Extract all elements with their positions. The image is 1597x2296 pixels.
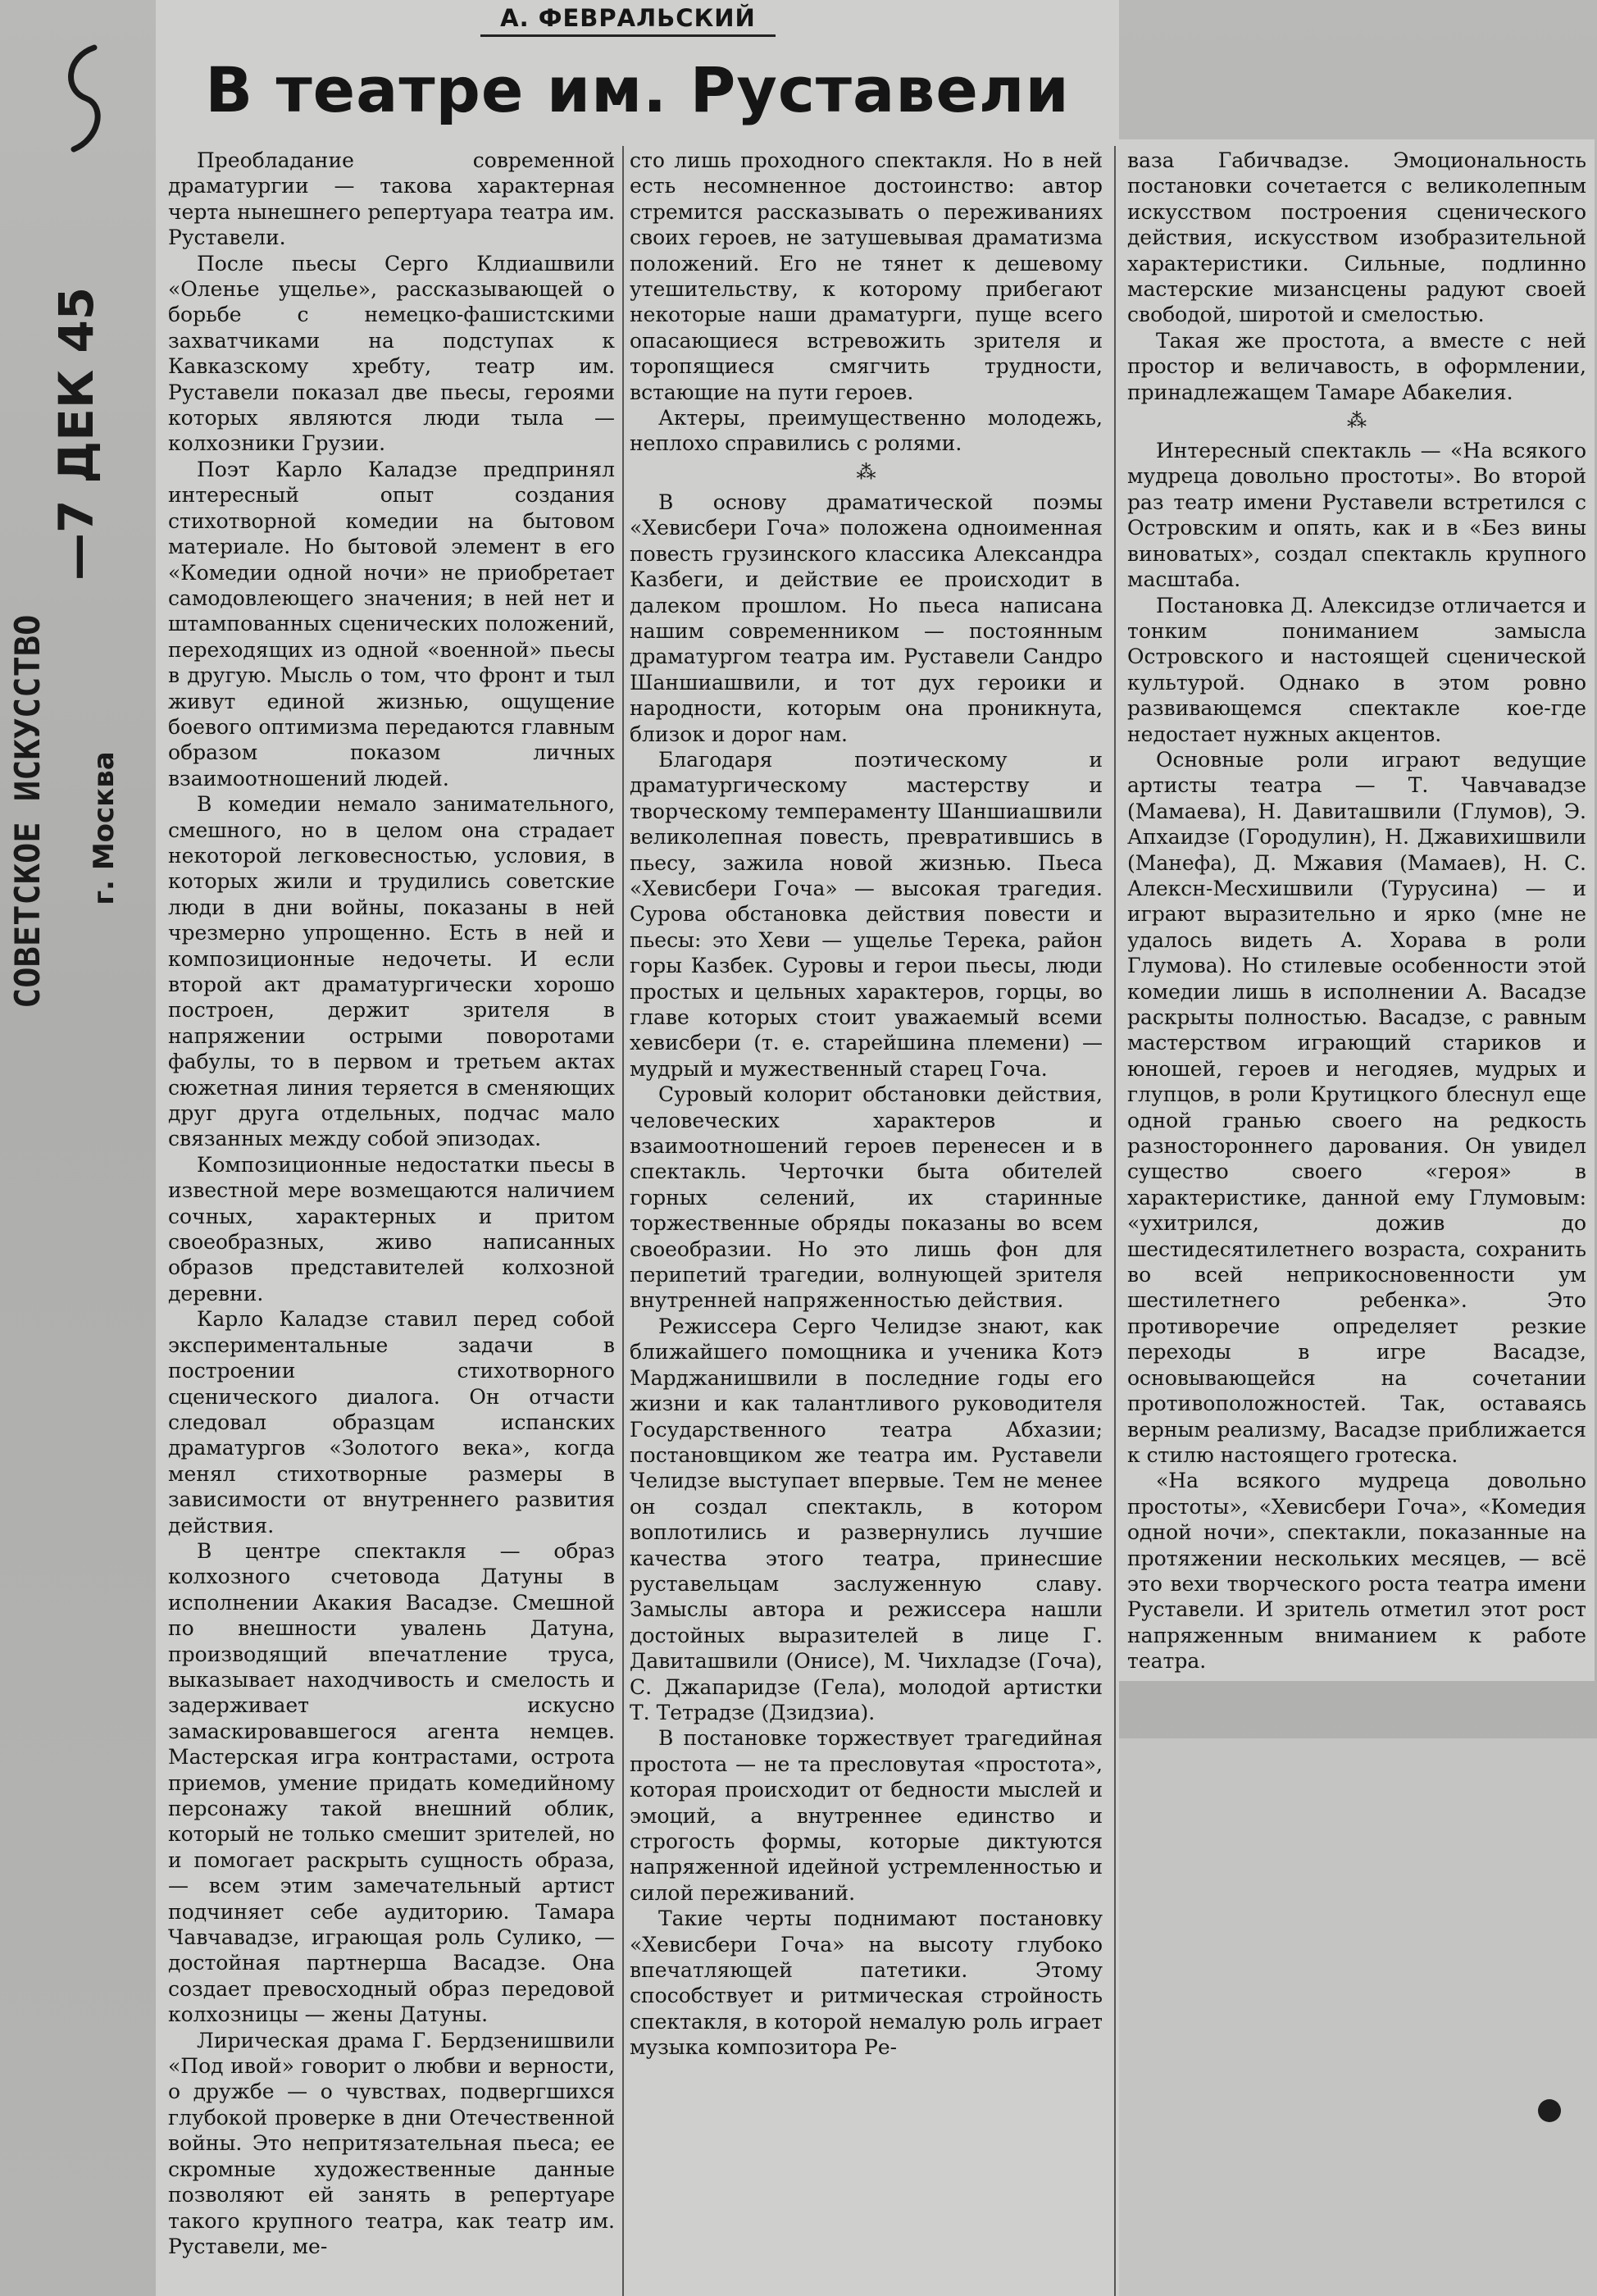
column-divider	[1114, 146, 1116, 2296]
ink-speck	[1538, 2099, 1561, 2122]
article-headline: В театре им. Руставели	[205, 53, 1070, 126]
paragraph: Интересный спектакль — «На всякого мудреца довольно простоты». Во второй раз театр имени Руставели встретился с Островским и опять, как и в «Без вины виноватых», создал спектакль крупного масштаба.	[1127, 439, 1586, 592]
paragraph: ваза Габичвадзе. Эмоциональность постановки сочетается с великолепным искусством построения сценического действия, искусством изобразительной характеристики. Сильные, подлинно мастерские мизансцены радуют своей свободой, широтой и смелостью.	[1127, 148, 1586, 327]
paragraph: После пьесы Серго Клдиашвили «Оленье ущелье», рассказывающей о борьбе с немецко-фашистскими захватчиками на подступах к Кавказскому хребту, театр им. Руставели показал две пьесы, героями которых являются люди тыла — колхозники Грузии.	[168, 251, 615, 456]
paragraph: В основу драматической поэмы «Хевисбери Гоча» положена одноименная повесть грузинского классика Александра Казбеги, и действие ее происходит в далеком прошлом. Но пьеса написана нашим современником — постоянным драматургом театра им. Руставели Сандро Шаншиашвили, и тот дух героики и народности, которым она проникнута, близок и дорог нам.	[630, 490, 1103, 746]
paragraph: Актеры, преимущественно молодежь, неплохо справились с ролями.	[630, 406, 1103, 456]
handwritten-mark-icon	[49, 41, 115, 164]
article-column-2	[630, 148, 1103, 2061]
paragraph: сто лишь проходного спектакля. Но в ней есть несомненное достоинство: автор стремится рассказывать о переживаниях своих героев, не затушевывая драматизма положений. Его не тянет к дешевому утешительству, к которому прибегают некоторые наши драматурги, пуще всего опасающиеся встревожить зрителя и торопящиеся смягчить трудности, встающие на пути героев.	[630, 148, 1103, 404]
section-break-asterism: ⁂	[856, 460, 876, 484]
paragraph: В центре спектакля — образ колхозного счетовода Датуны в исполнении Акакия Васадзе. Смешной по внешности увалень Датуна, производящий впечатление труса, выказывает находчивость и смелость и задерживает искусно замаскировавшегося агента немцев. Мастерская игра контрастами, острота приемов, умение придать комедийному персонажу такой внешний облик, который не только смешит зрителей, но и помогает раскрыть сущность образа, — всем этим замечательный артист подчиняет себе аудиторию. Тамара Чавчавадзе, играющая роль Сулико, — достойная партнерша Васадзе. Она создает превосходный образ передовой колхозницы — жены Датуны.	[168, 1538, 615, 2027]
city-stamp: г. Москва	[88, 751, 121, 905]
paragraph: В постановке торжествует трагедийная простота — не та пресловутая «простота», которая происходит от бедности мыслей и эмоций, а внутреннее единство и строгость формы, которые диктуются напряженной идейной устремленностью и силой переживаний.	[630, 1726, 1103, 1905]
paragraph: Поэт Карло Каладзе предпринял интересный опыт создания стихотворной комедии на бытовом материале. Но бытовой элемент в его «Комедии одной ночи» не приобретает самодовлеющего значения; в ней нет и штампованных сценических положений, переходящих из одной «военной» пьесы в другую. Мысль о том, что фронт и тыл живут единой жизнью, ощущение боевого оптимизма передаются главным образом показом личных взаимоотношений людей.	[168, 457, 615, 790]
column-divider	[622, 146, 624, 2296]
paragraph: «На всякого мудреца довольно простоты», «Хевисбери Гоча», «Комедия одной ночи», спектакли, показанные на протяжении нескольких месяцев, — всё это вехи творческого роста театра имени Руставели. И зритель отметил этот рост напряженным вниманием к работе театра.	[1127, 1469, 1586, 1674]
article-byline: А. ФЕВРАЛЬСКИЙ	[480, 2, 776, 37]
paragraph: Лирическая драма Г. Бердзенишвили «Под ивой» говорит о любви и верности, о дружбе — о чувствах, подвергшихся глубокой проверке в дни Отечественной войны. Это непритязательная пьеса; ее скромные художественные данные позволяют ей занять в репертуаре такого крупного театра, как театр им. Руставели, ме-	[168, 2028, 615, 2258]
paragraph: Постановка Д. Алексидзе отличается и тонким пониманием замысла Островского и настоящей сценической культурой. Однако в этом ровно развивающемся спектакле кое-где недостает нужных акцентов.	[1127, 593, 1586, 746]
paragraph: Режиссера Серго Челидзе знают, как ближайшего помощника и ученика Котэ Марджанишвили в последние годы его жизни и как талантливого руководителя Государственного театра Абхазии; постановщиком же театра им. Руставели Челидзе выступает впервые. Тем не менее он создал спектакль, в котором воплотились и развернулись лучшие качества этого театра, принесшие руставельцам заслуженную славу. Замыслы автора и режиссера нашли достойных выразителей в лице Г. Давиташвили (Онисе), М. Чихладзе (Гоча), С. Джапаридзе (Гела), молодой артистки Т. Тетрадзе (Дзидзиа).	[630, 1314, 1103, 1724]
paragraph: Композиционные недостатки пьесы в известной мере возмещаются наличием сочных, характерных и притом своеобразных, живо написанных образов представителей колхозной деревни.	[168, 1152, 615, 1305]
date-stamp: —7 ДЕК 45	[48, 286, 104, 581]
paragraph: Преобладание современной драматургии — такова характерная черта нынешнего репертуара театра им. Руставели.	[168, 148, 615, 250]
paragraph: Основные роли играют ведущие артисты театра — Т. Чавчавадзе (Мамаева), Н. Давиташвили (Глумов), Э. Апхаидзе (Городулин), Н. Джавихишвили (Манефа), Д. Мжавия (Мамаев), Н. С. Алексн-Месхишвили (Турусина) — и играют выразительно и ярко (мне не удалось видеть А. Хорава в роли Глумова). Но стилевые особенности этой комедии лишь в исполнении А. Васадзе раскрыты полностью. Васадзе, с равным мастерством играющий стариков и юношей, героев и негодяев, мудрых и глупцов, в роли Крутицкого блеснул еще одной гранью своего на редкость разностороннего дарования. Он увидел существо своего «героя» в характеристике, данной ему Глумовым: «ухитрился, дожив до шестидесятилетнего возраста, сохранить во всей неприкосновенности ум шестилетнего ребенка». Это противоречие определяет резкие переходы в игре Васадзе, основывающейся на сочетании противоположностей. Так, оставаясь верным реализму, Васадзе приближается к стилю настоящего гротеска.	[1127, 747, 1586, 1467]
paragraph: Такие черты поднимают постановку «Хевисбери Гоча» на высоту глубоко впечатляющей патетики. Этому способствует и ритмическая стройность спектакля, в которой немалую роль играет музыка композитора Ре-	[630, 1906, 1103, 2060]
section-break-asterism: ⁂	[1347, 409, 1367, 433]
paragraph: Карло Каладзе ставил перед собой экспериментальные задачи в построении стихотворного сценического диалога. Он отчасти следовал образцам испанских драматургов «Золотого века», когда менял стихотворные размеры в зависимости от внутреннего развития действия.	[168, 1307, 615, 1538]
article-column-1	[168, 148, 615, 2259]
paragraph: В комедии немало занимательного, смешного, но в целом она страдает некоторой легковесностью, условия, в которых жили и трудились советские люди в дни войны, показаны в ней чрезмерно упрощенно. Есть в ней и композиционные недочеты. И если второй акт драматургически хорошо построен, держит зрителя в напряжении острыми поворотами фабулы, то в первом и третьем актах сюжетная линия теряется в сменяющих друг друга отдельных, подчас мало связанных между собой эпизодах.	[168, 792, 615, 1151]
newspaper-name-stamp: СОВЕТСКОЕ ИСКУССТВО	[7, 614, 48, 1009]
backing-card	[1113, 1738, 1597, 2296]
article-column-3	[1127, 148, 1586, 1674]
paragraph: Благодаря поэтическому и драматургическому мастерству и творческому темпераменту Шаншиашвили великолепная повесть, превратившись в пьесу, зажила новой жизнью. Пьеса «Хевисбери Гоча» — высокая трагедия. Сурова обстановка действия повести и пьесы: это Хеви — ущелье Терека, район горы Казбек. Суровы и герои пьесы, люди простых и цельных характеров, горцы, во главе которых стоит уважаемый всеми хевисбери (т. е. старейшина племени) — мудрый и мужественный старец Гоча.	[630, 747, 1103, 1081]
paragraph: Такая же простота, а вместе с ней простор и величавость, в оформлении, принадлежащем Тамаре Абакелия.	[1127, 328, 1586, 404]
paragraph: Суровый колорит обстановки действия, человеческих характеров и взаимоотношений героев перенесен и в спектакль. Черточки быта обителей горных селений, их старинные торжественные обряды показаны во всем своеобразии. Но это лишь фон для перипетий трагедии, волнующей зрителя внутренней напряженностью действия.	[630, 1082, 1103, 1313]
